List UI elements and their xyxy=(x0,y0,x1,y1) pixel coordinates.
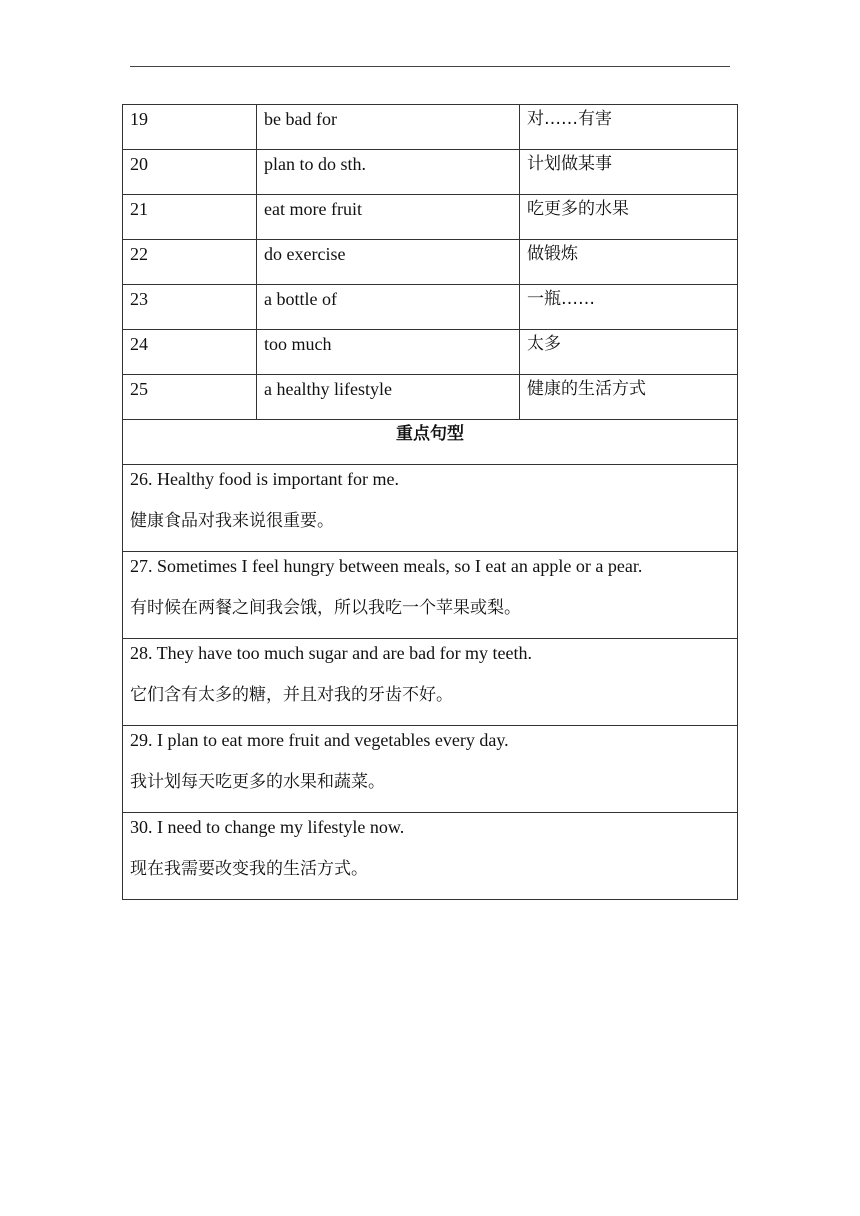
phrase: be bad for xyxy=(257,105,520,150)
sentence-chinese: 它们含有太多的糖，并且对我的牙齿不好。 xyxy=(130,685,453,705)
meaning: 一瓶…… xyxy=(520,285,738,330)
sentence-chinese: 现在我需要改变我的生活方式。 xyxy=(130,859,368,879)
table-row xyxy=(123,195,738,240)
sentence-row xyxy=(123,465,738,552)
sentence-cell xyxy=(123,465,738,552)
meaning: 吃更多的水果 xyxy=(520,195,738,240)
item-number: 25 xyxy=(123,375,257,420)
table-row xyxy=(123,375,738,420)
item-number: 22 xyxy=(123,240,257,285)
sentence-row xyxy=(123,813,738,900)
table-row xyxy=(123,150,738,195)
sentence-chinese: 有时候在两餐之间我会饿，所以我吃一个苹果或梨。 xyxy=(130,598,521,618)
phrase: plan to do sth. xyxy=(257,150,520,195)
sentence-english: 28. They have too much sugar and are bad for my teeth. xyxy=(130,643,533,663)
sentence-row xyxy=(123,639,738,726)
table-row xyxy=(123,285,738,330)
sentence-cell xyxy=(123,639,738,726)
phrase: do exercise xyxy=(257,240,520,285)
item-number: 19 xyxy=(123,105,257,150)
item-number: 21 xyxy=(123,195,257,240)
table-row xyxy=(123,240,738,285)
phrase: a bottle of xyxy=(257,285,520,330)
header-rule xyxy=(130,66,730,67)
sentence-cell xyxy=(123,552,738,639)
phrase: a healthy lifestyle xyxy=(257,375,520,420)
phrase: too much xyxy=(257,330,520,375)
sentence-english: 29. I plan to eat more fruit and vegetables every day. xyxy=(130,730,509,750)
meaning: 计划做某事 xyxy=(520,150,738,195)
sentence-cell xyxy=(123,813,738,900)
item-number: 23 xyxy=(123,285,257,330)
section-title: 重点句型 xyxy=(123,420,738,465)
table-row xyxy=(123,105,738,150)
sentence-chinese: 健康食品对我来说很重要。 xyxy=(130,511,334,531)
item-number: 24 xyxy=(123,330,257,375)
sentence-english: 30. I need to change my lifestyle now. xyxy=(130,817,405,837)
sentence-english: 27. Sometimes I feel hungry between meals, so I eat an apple or a pear. xyxy=(130,556,643,576)
sentence-row xyxy=(123,726,738,813)
sentence-cell xyxy=(123,726,738,813)
phrase: eat more fruit xyxy=(257,195,520,240)
sentence-chinese: 我计划每天吃更多的水果和蔬菜。 xyxy=(130,772,385,792)
table-row xyxy=(123,330,738,375)
item-number: 20 xyxy=(123,150,257,195)
vocabulary-table xyxy=(122,104,738,900)
meaning: 太多 xyxy=(520,330,738,375)
meaning: 健康的生活方式 xyxy=(520,375,738,420)
sentence-row xyxy=(123,552,738,639)
meaning: 做锻炼 xyxy=(520,240,738,285)
section-header-row xyxy=(123,420,738,465)
meaning: 对……有害 xyxy=(520,105,738,150)
sentence-english: 26. Healthy food is important for me. xyxy=(130,469,399,489)
